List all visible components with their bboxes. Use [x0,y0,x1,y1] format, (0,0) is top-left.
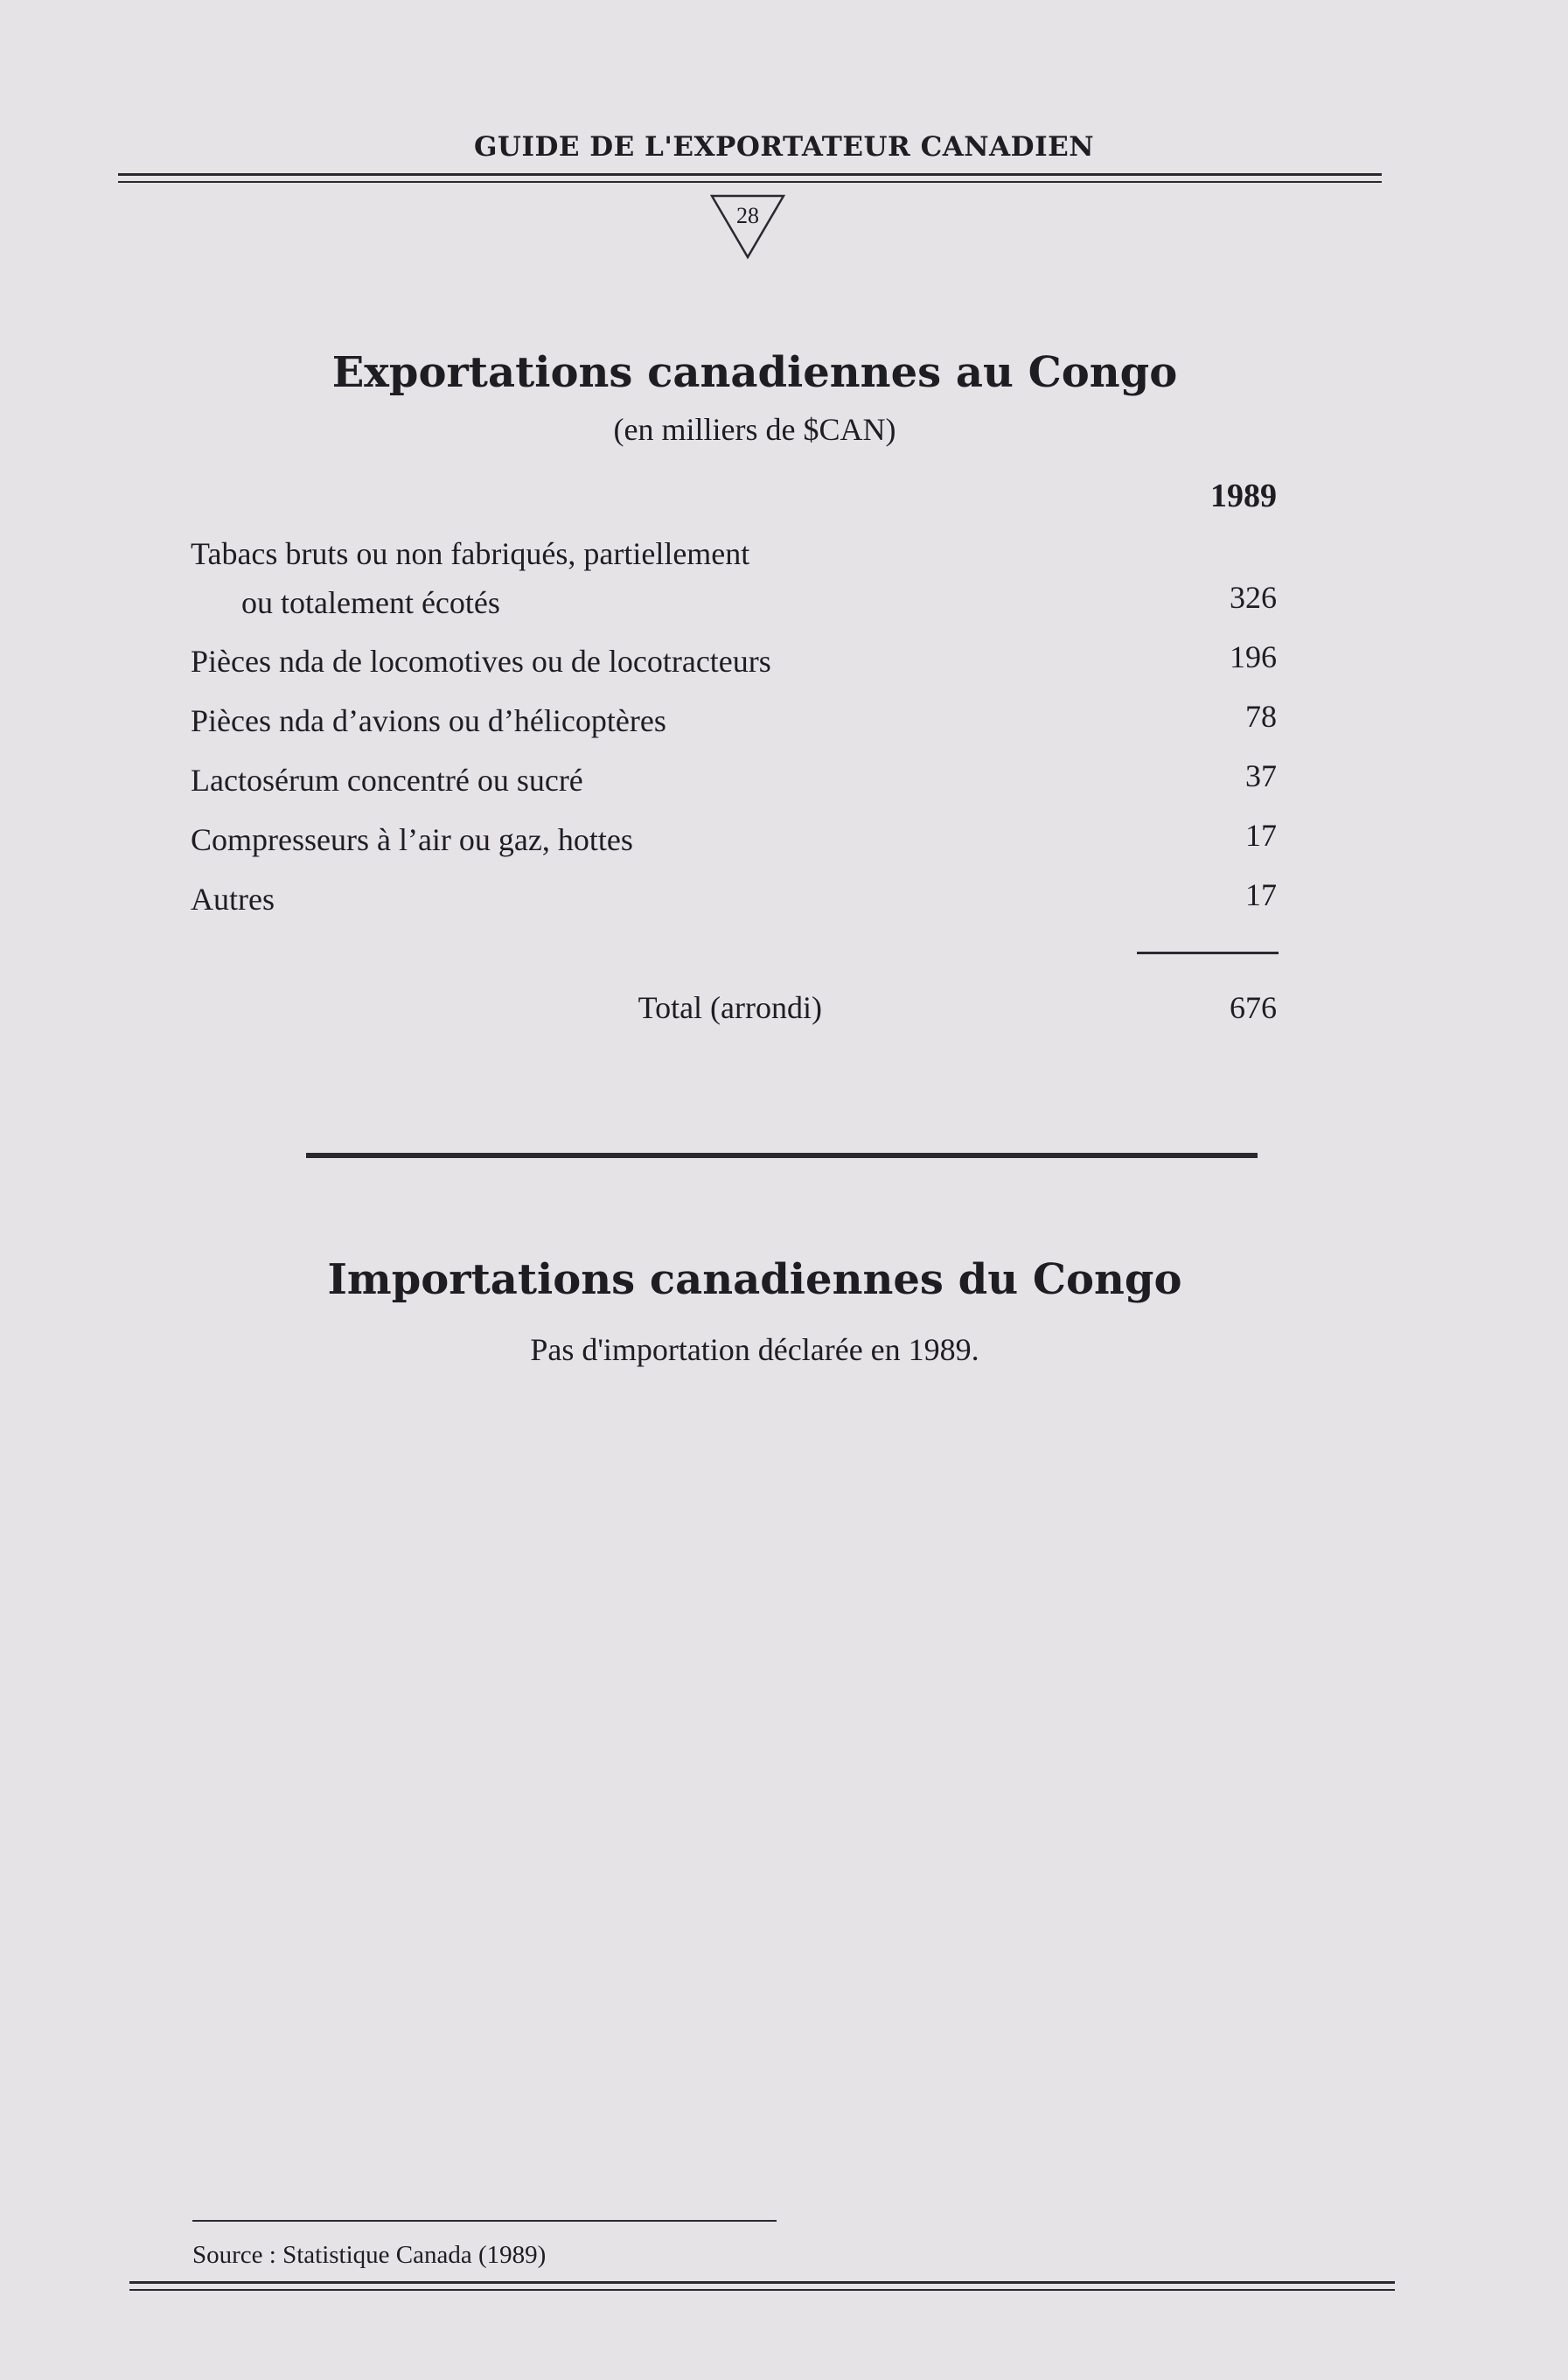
footer-rule-bottom [129,2289,1395,2291]
page-number: 28 [736,203,759,228]
table-row-label: Lactosérum concentré ou sucré [191,763,583,798]
running-head: GUIDE DE L'EXPORTATEUR CANADIEN [473,131,1095,163]
page-number-marker [710,194,785,261]
row-label-line: Tabacs bruts ou non fabriqués, partiellement [191,536,750,571]
section-divider [306,1153,1258,1158]
table-row-value: 37 [1245,758,1277,793]
exports-unit: (en milliers de $CAN) [613,412,896,447]
footer-rule-top [129,2281,1395,2284]
imports-note: Pas d'importation déclarée en 1989. [530,1332,979,1367]
table-row-label: Pièces nda d’avions ou d’hélicoptères [191,703,666,738]
imports-title: Importations canadiennes du Congo [327,1255,1182,1304]
table-row-label: Compresseurs à l’air ou gaz, hottes [191,822,633,857]
table-row-label [191,529,1065,627]
total-label: Total (arrondi) [638,990,822,1025]
header-rule-bottom [118,181,1382,183]
table-row-value: 17 [1245,818,1277,853]
source-note: Source : Statistique Canada (1989) [192,2241,547,2269]
total-value: 676 [1230,990,1277,1025]
table-row-label: Autres [191,882,275,917]
row-label-continuation: ou totalement écotés [241,585,500,620]
header-rule-top [118,173,1382,176]
table-row-value: 326 [1230,580,1277,615]
exports-title: Exportations canadiennes au Congo [331,348,1178,397]
table-row-label: Pièces nda de locomotives ou de locotracteurs [191,644,771,679]
table-row-value: 196 [1230,639,1277,674]
footnote-rule [192,2220,777,2222]
table-row-value: 78 [1245,699,1277,734]
total-rule [1137,952,1279,954]
year-column-header: 1989 [1210,478,1277,514]
table-row-value: 17 [1245,877,1277,912]
